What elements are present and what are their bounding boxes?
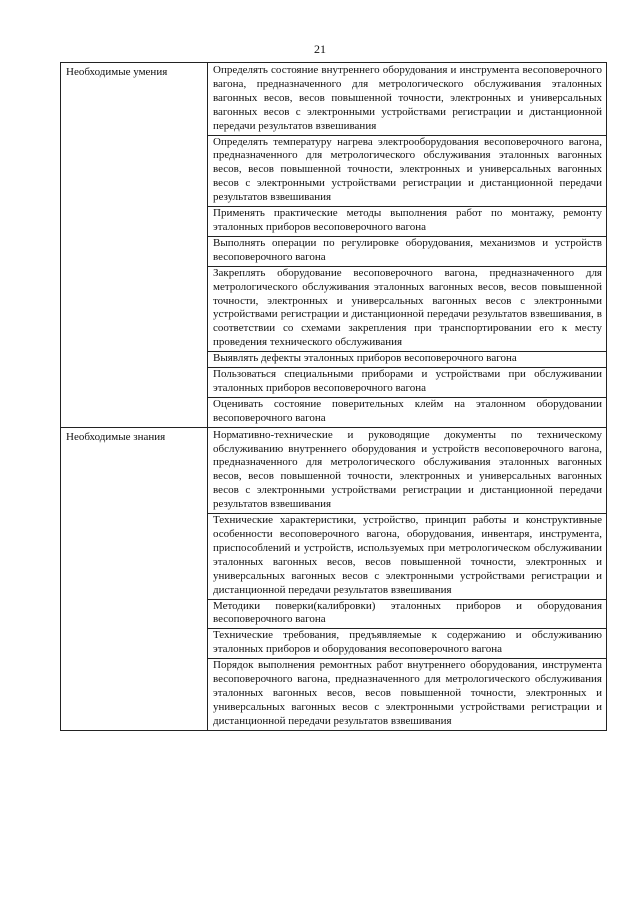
table-row-knowledge [61, 427, 607, 730]
list-item: Технические характеристики, устройство, принцип работы и конструктивные особенности весоповерочного вагона, оборудования, инвентаря, инструмента, приспособлений и устройств, используемых при метрологическом обслуживании эталонных вагонных весов, весов повышенной точности, электронных и универсальных вагонных весов с электронными устройствами регистрации и дистанционной передачи результатов взвешивания [208, 513, 606, 598]
list-item: Определять состояние внутреннего оборудования и инструмента весоповерочного вагона, предназначенного для метрологического обслуживания эталонных вагонных весов, весов повышенной точности, электронных и универсальных вагонных весов с электронными устройствами регистрации и дистанционной передачи результатов взвешивания [213, 64, 602, 132]
table-row-skills [61, 63, 607, 428]
list-item: Пользоваться специальными приборами и устройствами при обслуживании эталонных приборов весоповерочного вагона [208, 367, 606, 397]
list-item: Выявлять дефекты эталонных приборов весоповерочного вагона [208, 351, 606, 367]
section-items-skills [208, 63, 607, 428]
list-item: Порядок выполнения ремонтных работ внутреннего оборудования, инструмента весоповерочного вагона, предназначенного для метрологического обслуживания эталонных вагонных весов, весов повышенной точности, электронных и универсальных вагонных весов с электронными устройствами регистрации и дистанционной передачи результатов взвешивания [208, 658, 606, 730]
section-label-skills: Необходимые умения [61, 63, 208, 428]
list-item: Определять температуру нагрева электрооборудования весоповерочного вагона, предназначенного для метрологического обслуживания эталонных вагонных весов, весов повышенной точности, электронных и универсальных вагонных весов с электронными устройствами регистрации и дистанционной передачи результатов взвешивания [208, 135, 606, 207]
section-items-knowledge [208, 427, 607, 730]
list-item: Нормативно-технические и руководящие документы по техническому обслуживанию внутреннего оборудования и устройств весоповерочного вагона, предназначенного для метрологического обслуживания эталонных вагонных весов, весов повышенной точности, электронных и универсальных вагонных весов с электронными устройствами регистрации и дистанционной передачи результатов взвешивания [213, 428, 602, 511]
requirements-table [60, 62, 607, 731]
list-item: Применять практические методы выполнения работ по монтажу, ремонту эталонных приборов весоповерочного вагона [208, 206, 606, 236]
page-number: 21 [314, 42, 326, 56]
list-item: Закреплять оборудование весоповерочного вагона, предназначенного для метрологического обслуживания эталонных вагонных весов, весов повышенной точности, электронных и универсальных вагонных весов с электронными устройствами регистрации и дистанционной передачи результатов взвешивания, в соответствии со схемами закрепления при транспортировании его к месту проведения технического обслуживания [208, 266, 606, 351]
list-item: Технические требования, предъявляемые к содержанию и обслуживанию эталонных приборов и оборудования весоповерочного вагона [208, 628, 606, 658]
section-label-knowledge: Необходимые знания [61, 427, 208, 730]
list-item: Выполнять операции по регулировке оборудования, механизмов и устройств весоповерочного вагона [208, 236, 606, 266]
list-item: Методики поверки(калибровки) эталонных приборов и оборудования весоповерочного вагона [208, 599, 606, 629]
list-item: Оценивать состояние поверительных клейм на эталонном оборудовании весоповерочного вагона [208, 397, 606, 427]
